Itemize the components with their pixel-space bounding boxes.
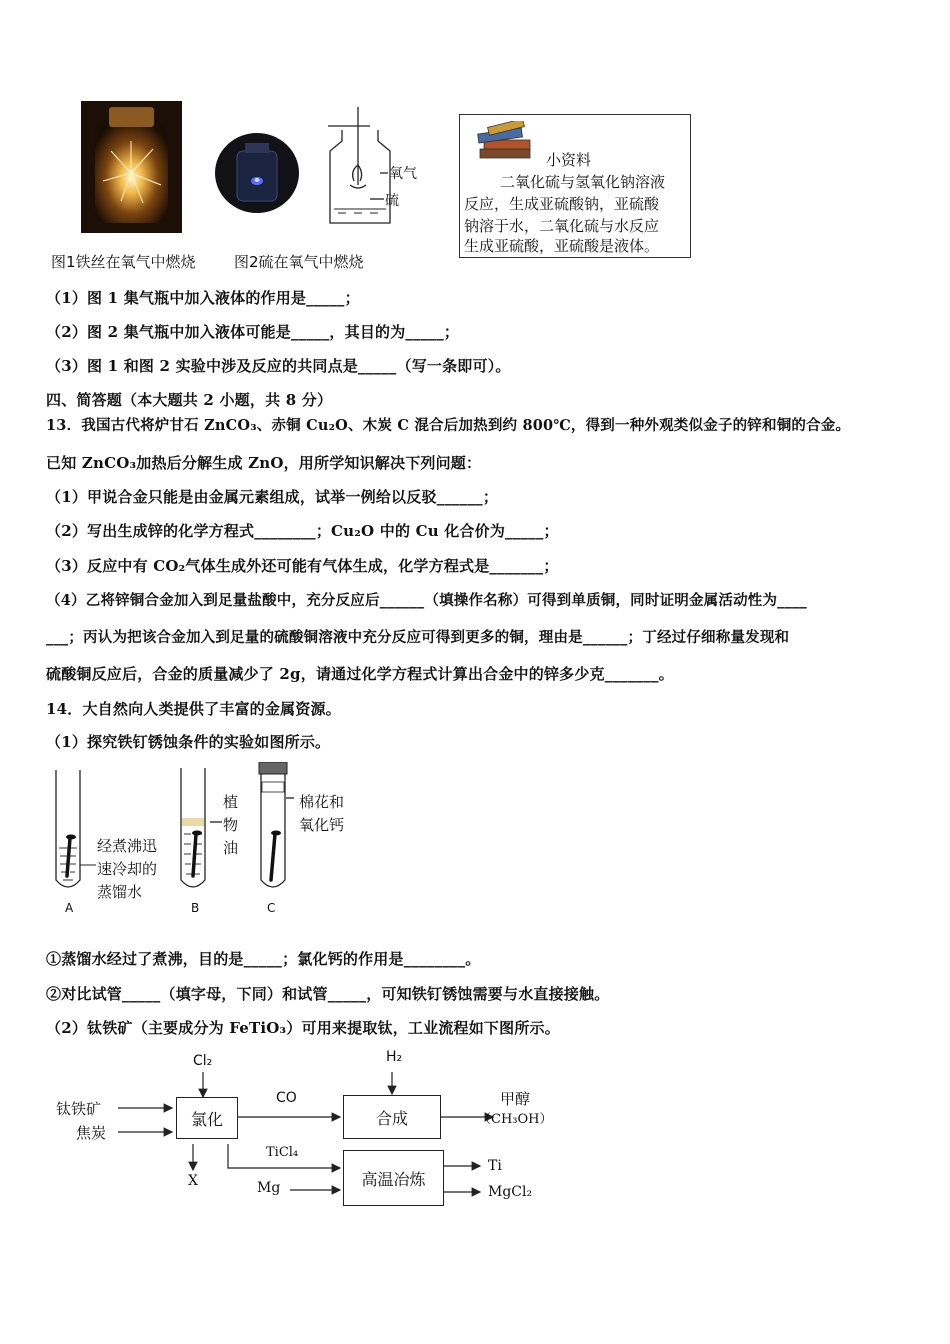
q14-stem: 14．大自然向人类提供了丰富的金属资源。 [46, 700, 341, 718]
burning-sulfur-image [215, 133, 299, 213]
q13-part2: （2）写出生成锌的化学方程式________；Cu₂O 中的 Cu 化合价为_____； [46, 522, 559, 540]
synthesis-box [343, 1095, 441, 1139]
water-label-3: 蒸馏水 [97, 883, 143, 901]
q13-part1: （1）甲说合金只能是由金属元素组成，试举一例给以反驳______； [46, 488, 499, 506]
q13-stem-2: 已知 ZnCO₃加热后分解生成 ZnO，用所学知识解决下列问题： [46, 454, 482, 472]
water-label-2: 速冷却的 [97, 860, 158, 878]
q14-sub2: ②对比试管_____（填字母，下同）和试管_____，可知铁钉锈蚀需要与水直接接触。 [46, 985, 610, 1003]
oil-label-1: 植 [223, 793, 239, 811]
flow-cl2: Cl₂ [193, 1053, 213, 1069]
q12-part2: （2）图 2 集气瓶中加入液体可能是_____，其目的为_____； [46, 323, 460, 341]
flow-co: CO [276, 1090, 297, 1106]
q13-part4-line1: （4）乙将锌铜合金加入到足量盐酸中，充分反应后______（填操作名称）可得到单质铜，同时证明金属活动性为____ [46, 592, 807, 609]
q13-part4-line3: 硫酸铜反应后，合金的质量减少了 2g，请通过化学方程式计算出合金中的锌多少克_______。 [46, 665, 674, 683]
info-line-2: 反应，生成亚硫酸钠，亚硫酸 [464, 195, 660, 213]
flow-mg: Mg [257, 1180, 281, 1196]
water-label-1: 经煮沸迅 [97, 837, 158, 855]
chlorination-box [176, 1097, 238, 1139]
flow-methanol: 甲醇 [500, 1090, 531, 1108]
q13-part4-line2: ___；丙认为把该合金加入到足量的硫酸铜溶液中充分反应可得到更多的铜，理由是______；丁经过仔细称量发现和 [46, 629, 790, 646]
label-oxygen: 氧气 [389, 166, 417, 182]
smelting-label: 高温冶炼 [361, 1169, 426, 1189]
flow-ore: 钛铁矿 [56, 1100, 102, 1118]
q14-part1: （1）探究铁钉锈蚀条件的实验如图所示。 [46, 733, 331, 751]
flow-methanol-formula: （CH₃OH） [478, 1112, 553, 1127]
cotton-label-1: 棉花和 [299, 793, 345, 811]
info-line-3: 钠溶于水，二氧化硫与水反应 [464, 217, 660, 235]
oil-label-3: 油 [223, 839, 239, 857]
q12-part3: （3）图 1 和图 2 实验中涉及反应的共同点是_____（写一条即可）。 [46, 357, 511, 375]
fig2-caption: 图2硫在氧气中燃烧 [234, 253, 364, 271]
info-line-1: 二氧化硫与氢氧化钠溶液 [500, 173, 666, 191]
flow-ti: Ti [488, 1158, 502, 1174]
q12-part1: （1）图 1 集气瓶中加入液体的作用是_____； [46, 289, 360, 307]
q13-part3: （3）反应中有 CO₂气体生成外还可能有气体生成，化学方程式是_______； [46, 557, 559, 575]
q13-stem-1: 13．我国古代将炉甘石 ZnCO₃、赤铜 Cu₂O、木炭 C 混合后加热到约 800℃，得到一种外观类似金子的锌和铜的合金。 [46, 417, 851, 434]
fig2-photo [215, 133, 299, 213]
q14-part2: （2）钛铁矿（主要成分为 FeTiO₃）可用来提取钛，工业流程如下图所示。 [46, 1019, 560, 1037]
flow-coke: 焦炭 [76, 1124, 107, 1142]
burning-iron-image [81, 101, 182, 233]
tube-label-a: A [65, 901, 74, 915]
flow-h2: H₂ [386, 1049, 403, 1065]
fig1-photo [81, 101, 182, 233]
q14-sub1: ①蒸馏水经过了煮沸，目的是_____；氯化钙的作用是________。 [46, 950, 481, 968]
info-box-title: 小资料 [546, 151, 592, 169]
books-icon [474, 121, 538, 165]
tube-label-c: C [267, 901, 276, 915]
section4-heading: 四、简答题（本大题共 2 小题，共 8 分） [46, 391, 333, 409]
synthesis-label: 合成 [375, 1108, 408, 1128]
flow-ticl4: TiCl₄ [266, 1145, 299, 1160]
oil-label-2: 物 [223, 816, 239, 834]
cotton-label-2: 氧化钙 [299, 816, 345, 834]
smelting-box [343, 1150, 444, 1206]
label-sulfur: 硫 [385, 193, 399, 209]
flow-x: X [188, 1173, 198, 1189]
flow-mgcl2: MgCl₂ [488, 1184, 533, 1200]
info-box [459, 114, 691, 258]
info-line-4: 生成亚硫酸，亚硫酸是液体。 [464, 237, 660, 255]
tube-label-b: B [191, 901, 200, 915]
flow-arrows [0, 1040, 950, 1220]
chlorination-label: 氯化 [190, 1109, 223, 1129]
fig1-caption: 图1铁丝在氧气中燃烧 [51, 253, 196, 271]
